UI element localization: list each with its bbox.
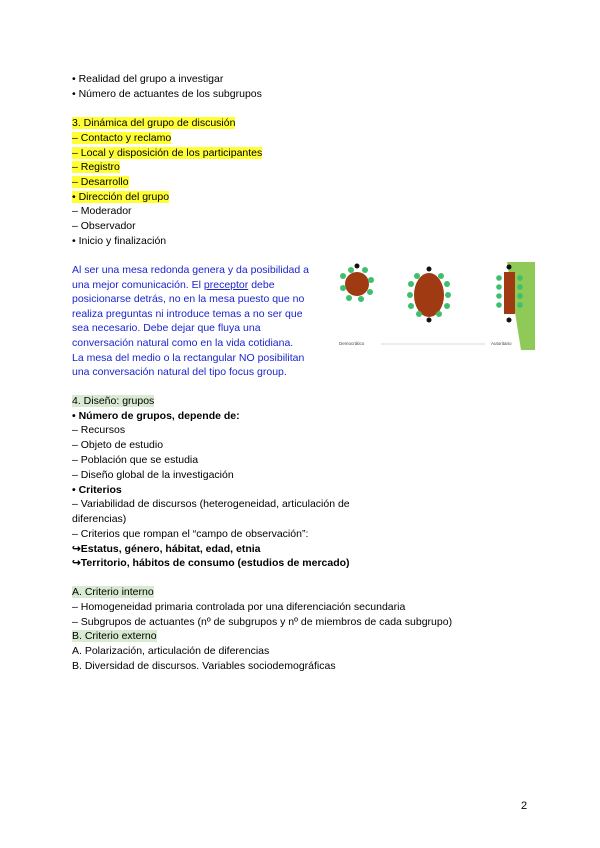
section3-subitem: – Observador: [72, 220, 136, 232]
groups-item: – Diseño global de la investigación: [72, 469, 234, 481]
note-line: realiza preguntas ni introduce temas a no ser que: [72, 307, 303, 320]
criteria-item: – Criterios que rompan el “campo de observación”:: [72, 528, 309, 540]
section3-subitem: • Inicio y finalización: [72, 235, 167, 247]
criteria-item: diferencias): [72, 513, 127, 525]
preceptor-link[interactable]: preceptor: [203, 278, 249, 291]
groups-item: – Población que se estudia: [72, 454, 199, 466]
criteria-heading: • Criterios: [72, 484, 122, 496]
oval-table-group: [407, 267, 451, 323]
caption-autoritario: Autoritario: [491, 341, 512, 346]
section4-title: 4. Diseño: grupos: [72, 395, 155, 407]
note-line: posicionarse detrás, no en la mesa puesto que no: [72, 293, 305, 306]
section3-item: – Registro: [72, 161, 120, 173]
criterio-externo-item: A. Polarización, articulación de diferencias: [72, 645, 270, 657]
note-line: una mejor comunicación. El preceptor debe: [72, 278, 275, 291]
page-number: 2: [521, 800, 528, 812]
person-icon: [507, 318, 512, 323]
round-table: [345, 272, 369, 296]
criterio-interno-title: A. Criterio interno: [72, 586, 154, 598]
groups-heading: • Número de grupos, depende de:: [72, 410, 240, 422]
table-arrangement-figure: [337, 262, 535, 350]
bullet-numero-actuantes: • Número de actuantes de los subgrupos: [72, 88, 262, 100]
groups-item: – Recursos: [72, 424, 126, 436]
caption-democratico: Democrático: [339, 341, 365, 346]
criteria-bold-item: ↪Territorio, hábitos de consumo (estudios de mercado): [72, 557, 350, 569]
note-line: sea necesario. Debe dejar que fluya una: [72, 322, 261, 335]
table-note-paragraph: [72, 263, 324, 380]
section3-subitem: – Moderador: [72, 205, 132, 217]
note-line: La mesa del medio o la rectangular NO posibilitan: [72, 351, 305, 364]
section3-title: 3. Dinámica del grupo de discusión: [72, 117, 236, 129]
section3-item: – Local y disposición de los participantes: [72, 147, 263, 159]
criteria-bold-item: ↪Estatus, género, hábitat, edad, etnia: [72, 543, 261, 555]
criterio-interno-item: – Subgrupos de actuantes (nº de subgrupos y nº de miembros de cada subgrupo): [72, 616, 453, 628]
person-icon: [427, 267, 432, 272]
person-icon: [507, 265, 512, 270]
groups-item: – Objeto de estudio: [72, 439, 164, 451]
section3-item: – Contacto y reclamo: [72, 132, 172, 144]
rectangular-table: [504, 272, 515, 314]
person-icon: [427, 318, 432, 323]
section3-item: – Desarrollo: [72, 176, 129, 188]
criterio-externo-title: B. Criterio externo: [72, 630, 157, 642]
criterio-externo-item: B. Diversidad de discursos. Variables sociodemográficas: [72, 660, 336, 672]
note-line: una conversación natural del tipo focus group.: [72, 366, 287, 379]
note-line: conversación natural como en la vida cotidiana.: [72, 336, 294, 349]
bullet-realidad: • Realidad del grupo a investigar: [72, 73, 224, 85]
section3-item: • Dirección del grupo: [72, 191, 170, 203]
criterio-interno-item: – Homogeneidad primaria controlada por una diferenciación secundaria: [72, 601, 406, 613]
note-line: Al ser una mesa redonda genera y da posibilidad a: [72, 264, 309, 276]
person-icon: [355, 264, 360, 269]
oval-table: [414, 273, 444, 317]
table-arrangement-diagram: [337, 262, 535, 350]
round-table-group: [340, 264, 374, 303]
criteria-item: – Variabilidad de discursos (heterogeneidad, articulación de: [72, 498, 350, 510]
